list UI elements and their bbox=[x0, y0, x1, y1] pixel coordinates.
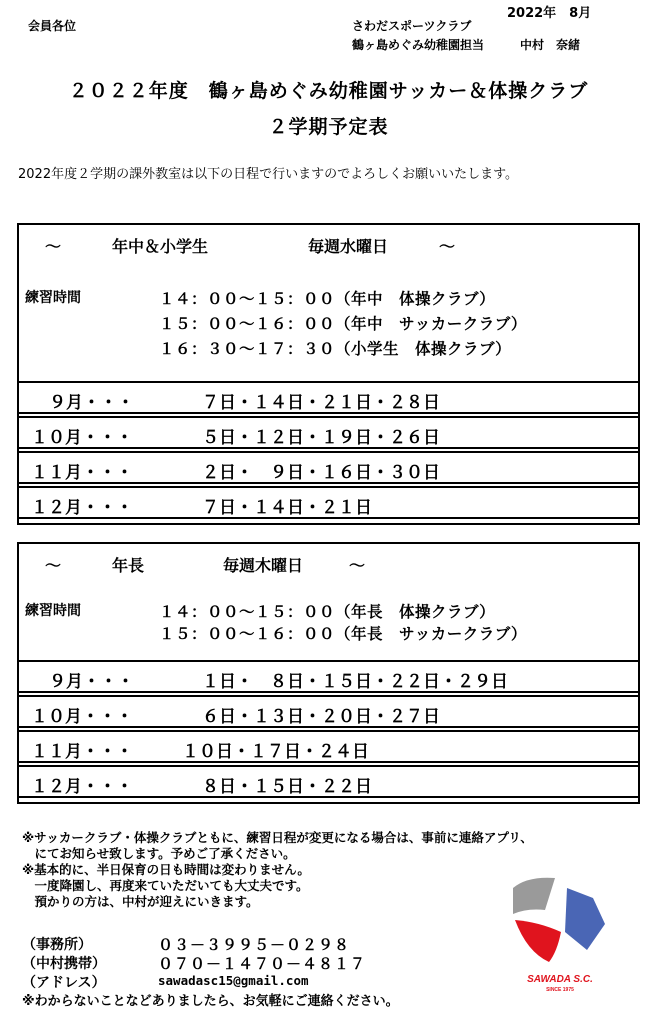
month-label: １０月・・・ bbox=[31, 707, 133, 727]
month-dates: ８日・１５日・２２日 bbox=[202, 777, 372, 797]
page-title: ２０２２年度 鶴ヶ島めぐみ幼稚園サッカー＆体操クラブ bbox=[68, 80, 589, 102]
heading-group: 年中＆小学生 bbox=[112, 237, 209, 256]
organization-name: さわだスポーツクラブ bbox=[352, 19, 472, 33]
note-line: 預かりの方は、中村が迎えにいきます。 bbox=[22, 894, 259, 909]
heading-tilde-close: ～ bbox=[439, 237, 456, 256]
practice-times bbox=[19, 261, 638, 381]
logo-since: SINCE 1975 bbox=[546, 987, 574, 993]
notes-section bbox=[22, 830, 533, 910]
logo-wordmark: SAWADA S.C. bbox=[527, 974, 593, 985]
month-label: １２月・・・ bbox=[31, 777, 133, 797]
practice-time-label: 練習時間 bbox=[25, 290, 81, 306]
practice-time-line: １５：００～１６：００（年中 サッカークラブ） bbox=[159, 315, 527, 333]
practice-time-line: １４：００～１５：００（年長 体操クラブ） bbox=[159, 603, 496, 621]
schedule-block-thursday bbox=[17, 542, 640, 804]
month-row bbox=[17, 416, 640, 449]
final-note: ※わからないことなどありましたら、お気軽にご連絡ください。 bbox=[22, 994, 399, 1009]
month-label: １０月・・・ bbox=[31, 428, 133, 448]
contact-mobile-value: ０７０－１４７０－４８１７ bbox=[158, 955, 367, 973]
heading-weekday: 毎週水曜日 bbox=[308, 237, 389, 256]
month-row bbox=[17, 660, 640, 693]
month-label: １２月・・・ bbox=[31, 498, 133, 518]
contact-address-label: （アドレス） bbox=[22, 975, 106, 991]
note-line: ※基本的に、半日保育の日も時間は変わりません。 bbox=[22, 862, 310, 877]
contact-office-label: （事務所） bbox=[22, 937, 92, 953]
practice-time-line: １４：００～１５：００（年中 体操クラブ） bbox=[159, 290, 496, 308]
contact-mobile-label: （中村携帯） bbox=[22, 956, 106, 972]
sawada-sc-logo bbox=[505, 866, 615, 996]
recipient-label: 会員各位 bbox=[28, 19, 77, 33]
month-dates: ６日・１３日・２０日・２７日 bbox=[202, 707, 440, 727]
month-label: ９月・・・ bbox=[49, 672, 134, 692]
month-label: １１月・・・ bbox=[31, 463, 133, 483]
note-line: 一度降園し、再度来ていただいても大丈夫です。 bbox=[22, 878, 309, 893]
practice-time-line: １６：３０～１７：３０（小学生 体操クラブ） bbox=[159, 340, 512, 358]
month-row bbox=[17, 695, 640, 728]
practice-times bbox=[19, 580, 638, 660]
month-row bbox=[17, 730, 640, 763]
month-row bbox=[17, 381, 640, 414]
schedule-heading bbox=[19, 544, 638, 580]
contact-office-value: ０３－３９９５－０２９８ bbox=[158, 936, 351, 954]
intro-text: 2022年度２学期の課外教室は以下の日程で行いますのでよろしくお願いいたします。 bbox=[18, 167, 519, 182]
schedule-block-wednesday bbox=[17, 223, 640, 525]
heading-group: 年長 bbox=[112, 556, 145, 575]
logo-mark-icon bbox=[505, 866, 615, 996]
month-label: １１月・・・ bbox=[31, 742, 133, 762]
heading-tilde-close: ～ bbox=[349, 556, 366, 575]
month-dates: １０日・１７日・２４日 bbox=[182, 742, 369, 762]
practice-time-line: １５：００～１６：００（年長 サッカークラブ） bbox=[159, 625, 527, 643]
month-dates: １日・ ８日・１５日・２２日・２９日 bbox=[202, 672, 508, 692]
staff-name: 鶴ヶ島めぐみ幼稚園担当 中村 奈緒 bbox=[352, 38, 581, 52]
month-row bbox=[17, 765, 640, 798]
note-line: にてお知らせ致します。予めご了承ください。 bbox=[22, 846, 296, 861]
month-row bbox=[17, 451, 640, 484]
month-dates: ５日・１２日・１９日・２６日 bbox=[202, 428, 440, 448]
heading-tilde-open: ～ bbox=[45, 237, 62, 256]
schedule-heading bbox=[19, 225, 638, 261]
document-date: 2022年 8月 bbox=[507, 6, 592, 21]
contact-email[interactable]: sawadasc15@gmail.com bbox=[158, 973, 309, 988]
practice-time-label: 練習時間 bbox=[25, 603, 81, 619]
logo-red-shape bbox=[515, 920, 561, 962]
heading-weekday: 毎週木曜日 bbox=[223, 556, 304, 575]
heading-tilde-open: ～ bbox=[45, 556, 62, 575]
month-dates: ７日・１４日・２１日 bbox=[202, 498, 372, 518]
logo-blue-shape bbox=[565, 888, 605, 950]
month-dates: ７日・１４日・２１日・２８日 bbox=[202, 393, 440, 413]
logo-gray-shape bbox=[513, 878, 555, 914]
note-line: ※サッカークラブ・体操クラブともに、練習日程が変更になる場合は、事前に連絡アプリ、 bbox=[22, 830, 533, 845]
month-dates: ２日・ ９日・１６日・３０日 bbox=[202, 463, 440, 483]
month-row bbox=[17, 486, 640, 519]
page-subtitle: ２学期予定表 bbox=[268, 116, 389, 138]
month-label: ９月・・・ bbox=[49, 393, 134, 413]
